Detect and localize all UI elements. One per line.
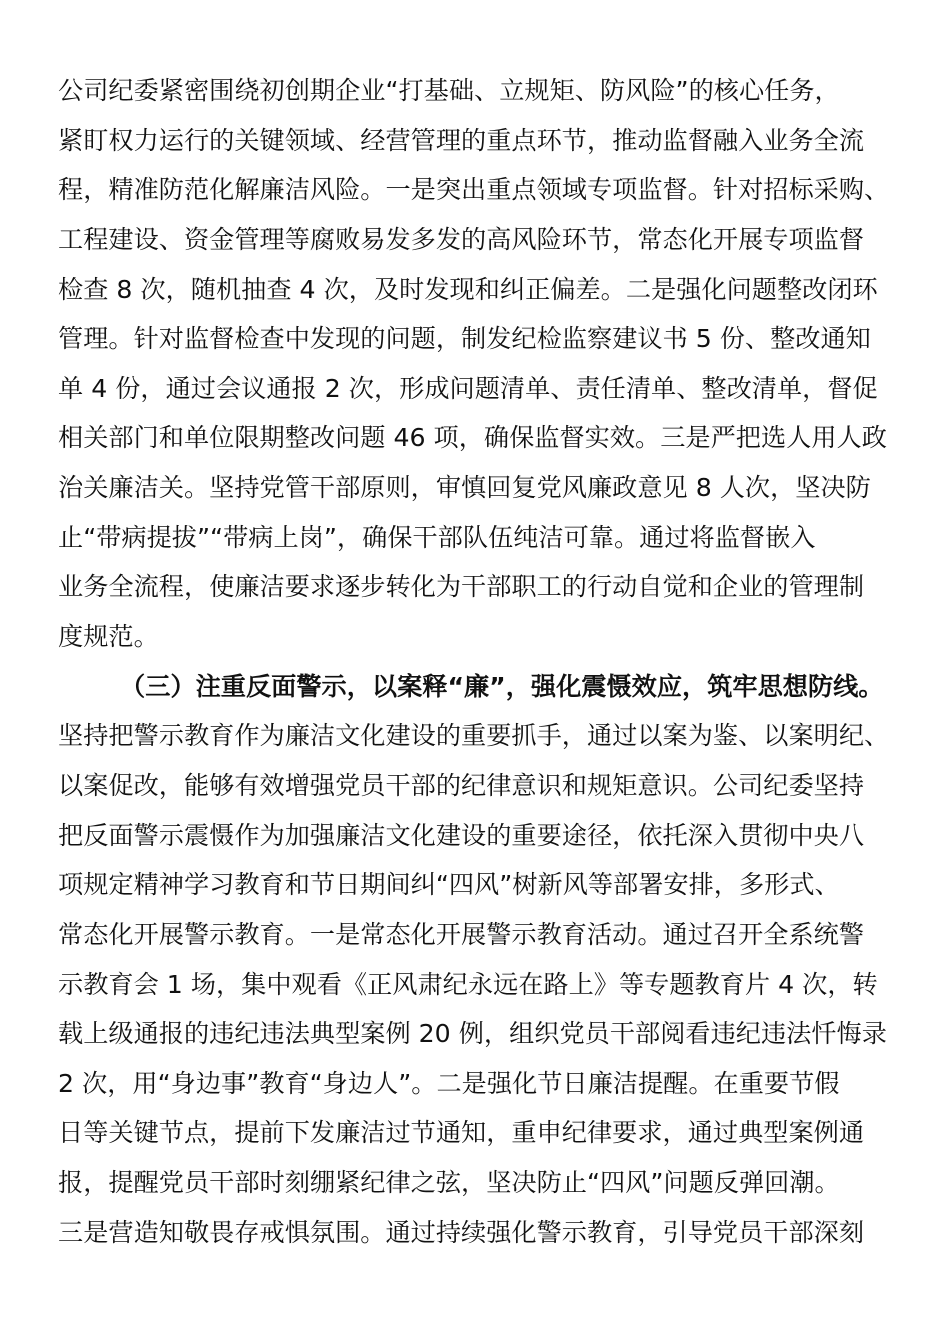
text-line: 管理。针对监督检查中发现的问题，制发纪检监察建议书 5 份、整改通知 (58, 324, 871, 354)
body-paragraph (58, 66, 896, 662)
text-line: 程，精准防范化解廉洁风险。一是突出重点领域专项监督。针对招标采购、 (58, 175, 890, 205)
text-line: 以案促改，能够有效增强党员干部的纪律意识和规矩意识。公司纪委坚持 (58, 770, 864, 800)
text-line: 三是营造知敬畏存戒惧氛围。通过持续强化警示教育，引导党员干部深刻 (58, 1217, 864, 1247)
text-line: 业务全流程，使廉洁要求逐步转化为干部职工的行动自觉和企业的管理制 (58, 572, 864, 602)
text-line: 报，提醒党员干部时刻绷紧纪律之弦，坚决防止“四风”问题反弹回潮。 (58, 1168, 840, 1198)
text-line: 治关廉洁关。坚持党管干部原则，审慎回复党风廉政意见 8 人次，坚决防 (58, 473, 871, 503)
section-3 (58, 662, 896, 1258)
document-page (58, 66, 896, 1257)
text-line: 项规定精神学习教育和节日期间纠“四风”树新风等部署安排，多形式、 (58, 870, 840, 900)
text-line: 把反面警示震慑作为加强廉洁文化建设的重要途径，依托深入贯彻中央八 (58, 820, 864, 850)
section-heading: （三）注重反面警示，以案释“廉”，强化震慑效应，筑牢思想防线。 (120, 671, 884, 701)
text-line: 相关部门和单位限期整改问题 46 项，确保监督实效。三是严把选人用人政 (58, 423, 887, 453)
text-line: 载上级通报的违纪违法典型案例 20 例，组织党员干部阅看违纪违法忏悔录 (58, 1019, 887, 1049)
text-line: 工程建设、资金管理等腐败易发多发的高风险环节，常态化开展专项监督 (58, 224, 864, 254)
text-line: 检查 8 次，随机抽查 4 次，及时发现和纠正偏差。二是强化问题整改闭环 (58, 274, 878, 304)
text-line: 公司纪委紧密围绕初创期企业“打基础、立规矩、防风险”的核心任务， (58, 76, 840, 105)
text-line: 坚持把警示教育作为廉洁文化建设的重要抓手，通过以案为鉴、以案明纪、 (58, 721, 890, 751)
text-line: 度规范。 (58, 622, 159, 652)
text-line: 2 次，用“身边事”教育“身边人”。二是强化节日廉洁提醒。在重要节假 (58, 1068, 840, 1098)
text-line: 常态化开展警示教育。一是常态化开展警示教育活动。通过召开全系统警 (58, 919, 864, 949)
text-line: 示教育会 1 场，集中观看《正风肃纪永远在路上》等专题教育片 4 次，转 (58, 969, 878, 999)
text-line: 紧盯权力运行的关键领域、经营管理的重点环节，推动监督融入业务全流 (58, 125, 864, 155)
text-line: 日等关键节点，提前下发廉洁过节通知，重申纪律要求，通过典型案例通 (58, 1118, 864, 1148)
text-line: 单 4 份，通过会议通报 2 次，形成问题清单、责任清单、整改清单，督促 (58, 373, 878, 403)
text-line: 止“带病提拔”“带病上岗”，确保干部队伍纯洁可靠。通过将监督嵌入 (58, 522, 816, 552)
